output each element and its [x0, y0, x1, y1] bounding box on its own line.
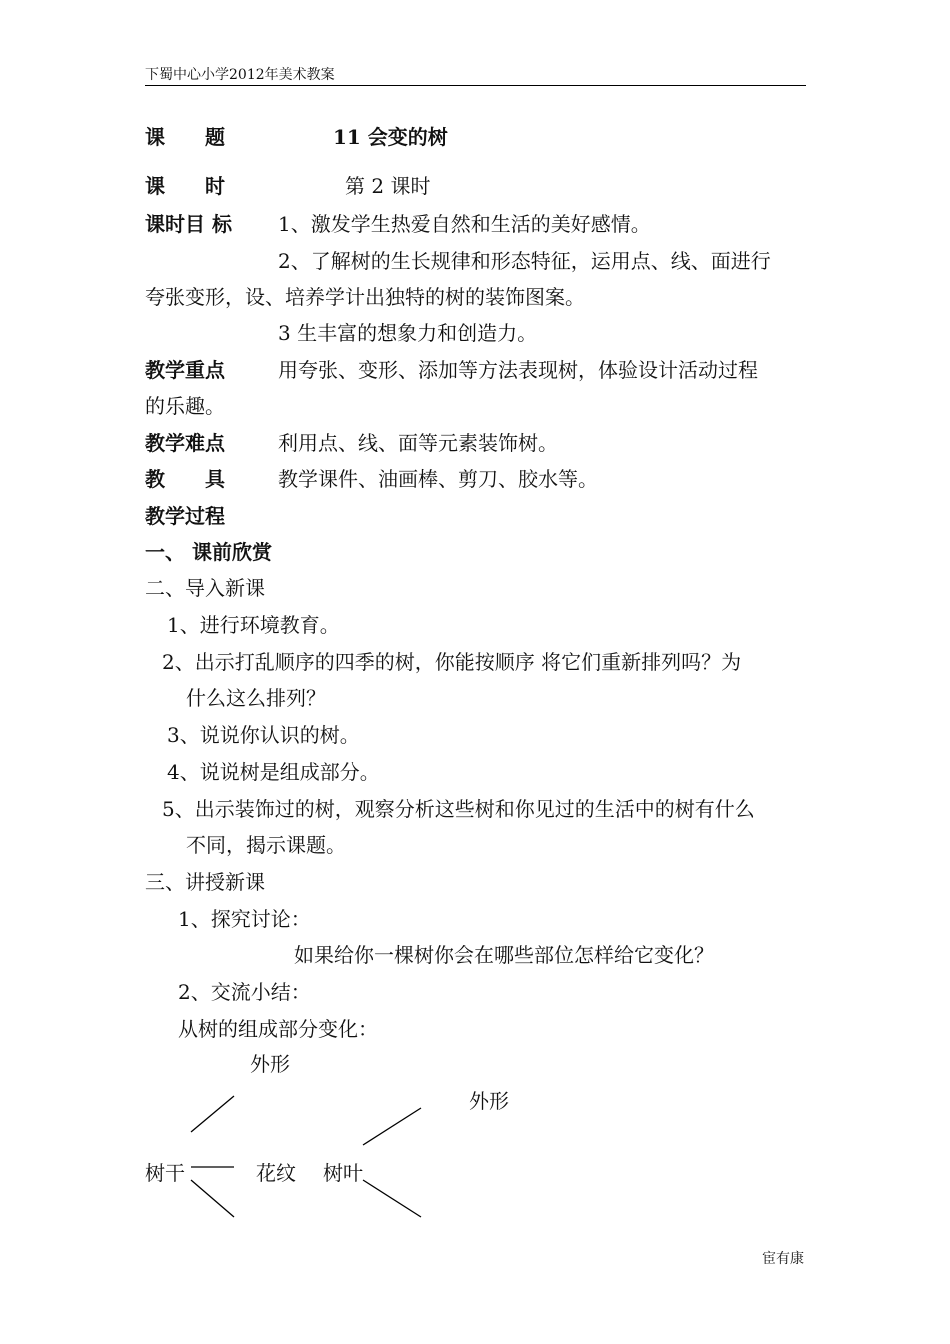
objective-1: 1、激发学生热爱自然和生活的美好感情。	[278, 212, 651, 236]
topic-label: 课 题	[145, 125, 225, 149]
objective-2-line1: 2、了解树的生长规律和形态特征，运用点、线、面进行	[278, 249, 771, 273]
section-3-item-2-text: 从树的组成部分变化：	[178, 1017, 378, 1041]
objective-3: 3 生丰富的想象力和创造力。	[278, 321, 538, 345]
objective-2-line2: 夸张变形，设、培养学计出独特的树的装饰图案。	[145, 285, 585, 309]
key-point-label: 教学重点	[145, 358, 225, 382]
diagram-trunk-shape: 外形	[250, 1052, 290, 1076]
section-2-item-5-line1: 5、出示装饰过的树，观察分析这些树和你见过的生活中的树有什么	[162, 797, 755, 821]
tools-label: 教 具	[145, 467, 225, 491]
leaf-lower-branch-line	[363, 1180, 421, 1217]
process-label: 教学过程	[145, 504, 225, 528]
section-2-item-1: 1、进行环境教育。	[167, 613, 340, 637]
tools-value: 教学课件、油画棒、剪刀、胶水等。	[278, 467, 598, 491]
diagram-trunk: 树干	[145, 1161, 185, 1185]
header-divider	[145, 85, 806, 86]
section-3-question: 如果给你一棵树你会在哪些部位怎样给它变化？	[294, 943, 714, 967]
section-2: 二、导入新课	[145, 576, 265, 600]
tree-diagram-lines	[0, 1080, 950, 1230]
section-1: 一、 课前欣赏	[145, 540, 272, 564]
section-2-item-3: 3、说说你认识的树。	[167, 723, 360, 747]
difficulty-value: 利用点、线、面等元素装饰树。	[278, 431, 558, 455]
section-3-item-1: 1、探究讨论：	[178, 907, 311, 931]
page-header-title: 下蜀中心小学2012年美术教案	[145, 67, 335, 83]
section-2-item-4: 4、说说树是组成部分。	[167, 760, 380, 784]
section-2-item-2-line1: 2、出示打乱顺序的四季的树，你能按顺序 将它们重新排列吗？为	[162, 650, 742, 674]
diagram-leaf-shape: 外形	[469, 1089, 509, 1113]
objectives-label: 课时目 标	[145, 212, 232, 236]
section-3-item-2: 2、交流小结：	[178, 980, 311, 1004]
key-point-line2: 的乐趣。	[145, 394, 225, 418]
period-label: 课 时	[145, 174, 225, 198]
trunk-lower-branch-line	[191, 1180, 234, 1217]
trunk-upper-branch-line	[191, 1096, 234, 1132]
diagram-pattern: 花纹	[256, 1161, 296, 1185]
diagram-leaf: 树叶	[323, 1161, 363, 1185]
section-2-item-5-line2: 不同，揭示课题。	[186, 833, 346, 857]
section-2-item-2-line2: 什么这么排列？	[186, 686, 326, 710]
footer-author: 宦有康	[762, 1251, 804, 1267]
section-3: 三、讲授新课	[145, 870, 265, 894]
period-value: 第 2 课时	[345, 174, 431, 198]
key-point-line1: 用夸张、变形、添加等方法表现树，体验设计活动过程	[278, 358, 758, 382]
topic-value: 11 会变的树	[333, 125, 448, 149]
difficulty-label: 教学难点	[145, 431, 225, 455]
leaf-upper-branch-line	[363, 1108, 421, 1145]
